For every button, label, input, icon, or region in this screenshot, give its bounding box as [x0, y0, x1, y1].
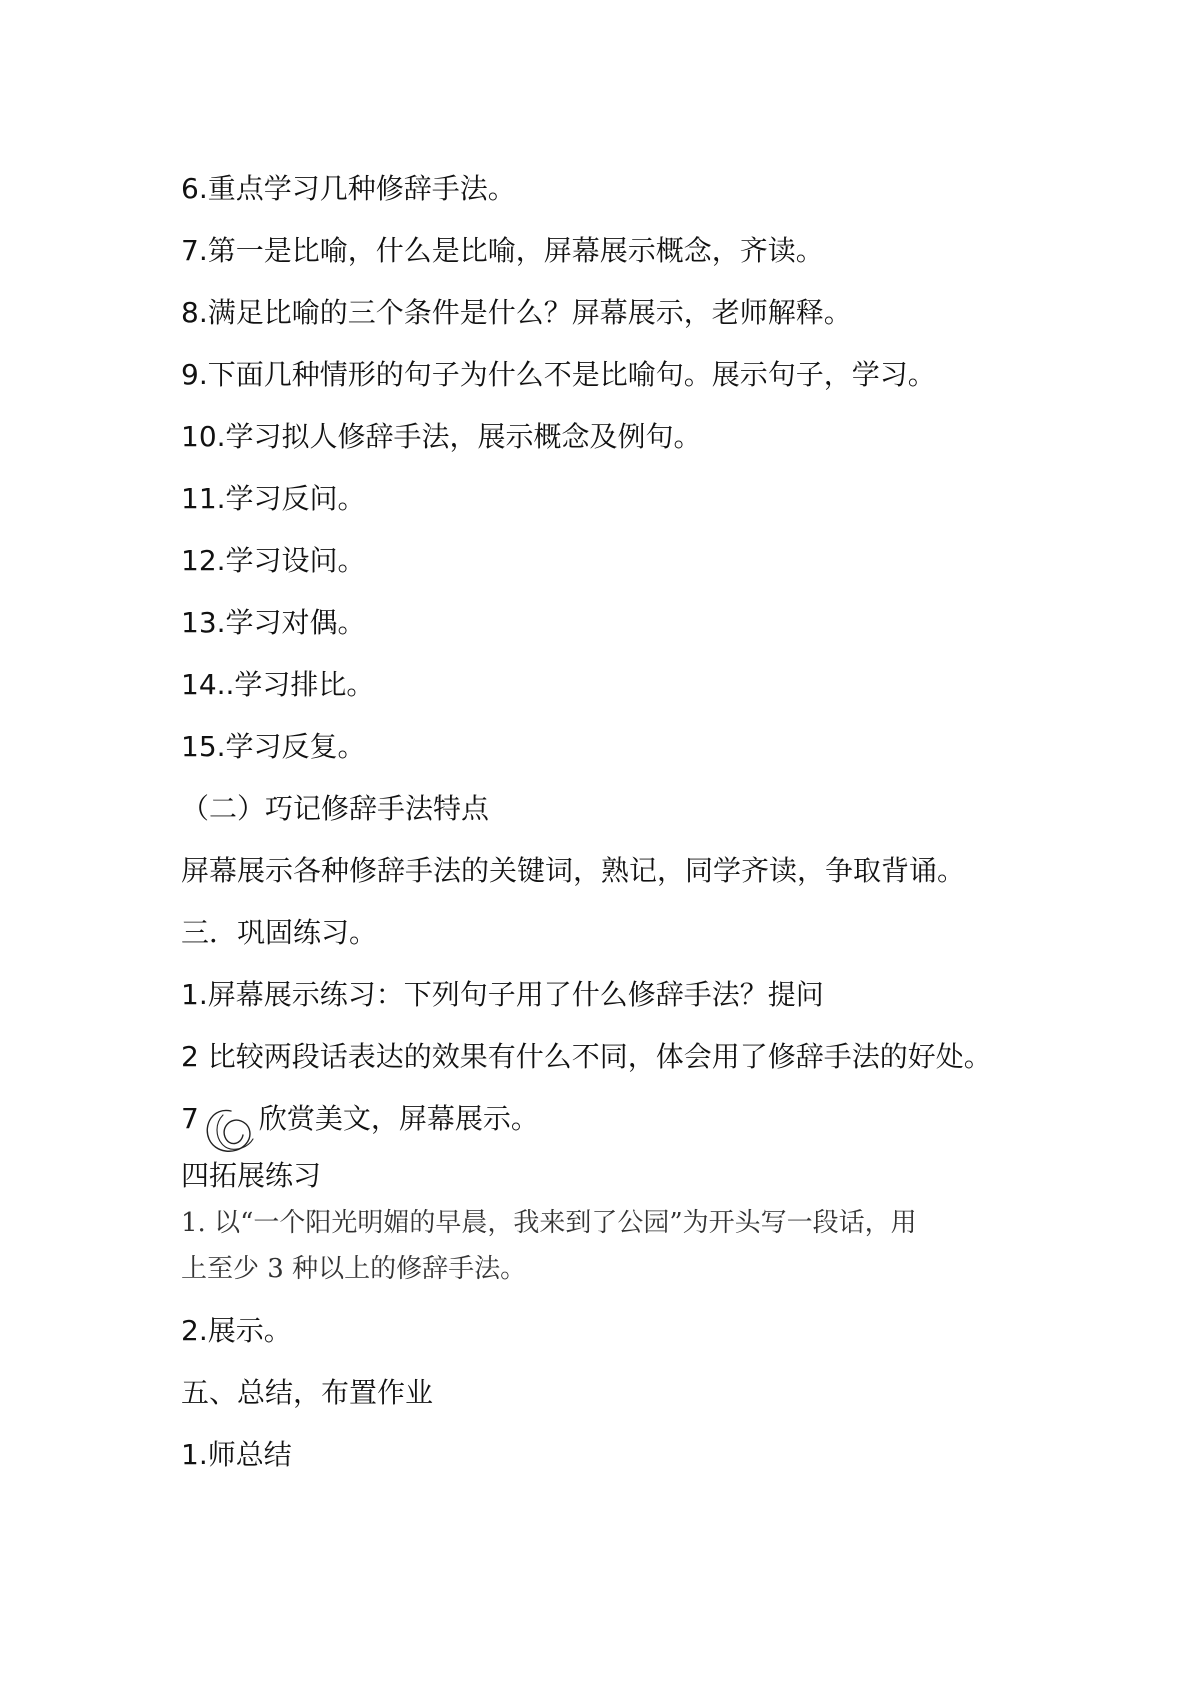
keywords-paragraph: 屏幕展示各种修辞手法的关键词，熟记，同学齐读，争取背诵。 [181, 854, 966, 887]
step-15-repetition: 15.学习反复。 [181, 730, 366, 763]
step-9-non-simile: 9.下面几种情形的句子为什么不是比喻句。展示句子，学习。 [181, 358, 936, 391]
step-6: 6.重点学习几种修辞手法。 [181, 172, 516, 205]
practice-item-1: 1.屏幕展示练习：下列句子用了什么修辞手法？提问 [181, 978, 824, 1011]
section-4-heading: 四拓展练习 [181, 1159, 322, 1192]
subsection-heading: （二）巧记修辞手法特点 [181, 792, 490, 825]
step-7-simile: 7.第一是比喻，什么是比喻，屏幕展示概念，齐读。 [181, 234, 824, 267]
step-12-hypophora: 12.学习设问。 [181, 544, 366, 577]
section-3-heading: 三．巩固练习。 [181, 916, 378, 949]
step-8-simile-conditions: 8.满足比喻的三个条件是什么？屏幕展示，老师解释。 [181, 296, 852, 329]
practice-item-2: 2 比较两段话表达的效果有什么不同，体会用了修辞手法的好处。 [181, 1040, 992, 1073]
writing-task-line-2: 上至少 3 种以上的修辞手法。 [181, 1254, 527, 1284]
step-14-parallelism: 14..学习排比。 [181, 668, 375, 701]
step-13-antithesis: 13.学习对偶。 [181, 606, 366, 639]
summary-item: 1.师总结 [181, 1438, 292, 1471]
presentation-item: 2.展示。 [181, 1314, 292, 1347]
step-10-personification: 10.学习拟人修辞手法，展示概念及例句。 [181, 420, 702, 453]
handwritten-scribble [201, 1105, 257, 1157]
item-number: 7 [181, 1102, 199, 1135]
step-11-rhetorical-question: 11.学习反问。 [181, 482, 366, 515]
section-5-heading: 五、总结，布置作业 [181, 1376, 434, 1409]
item-text: 欣赏美文，屏幕展示。 [258, 1102, 539, 1135]
writing-task-line-1: 1. 以“一个阳光明媚的早晨，我来到了公园”为开头写一段话，用 [181, 1208, 917, 1238]
